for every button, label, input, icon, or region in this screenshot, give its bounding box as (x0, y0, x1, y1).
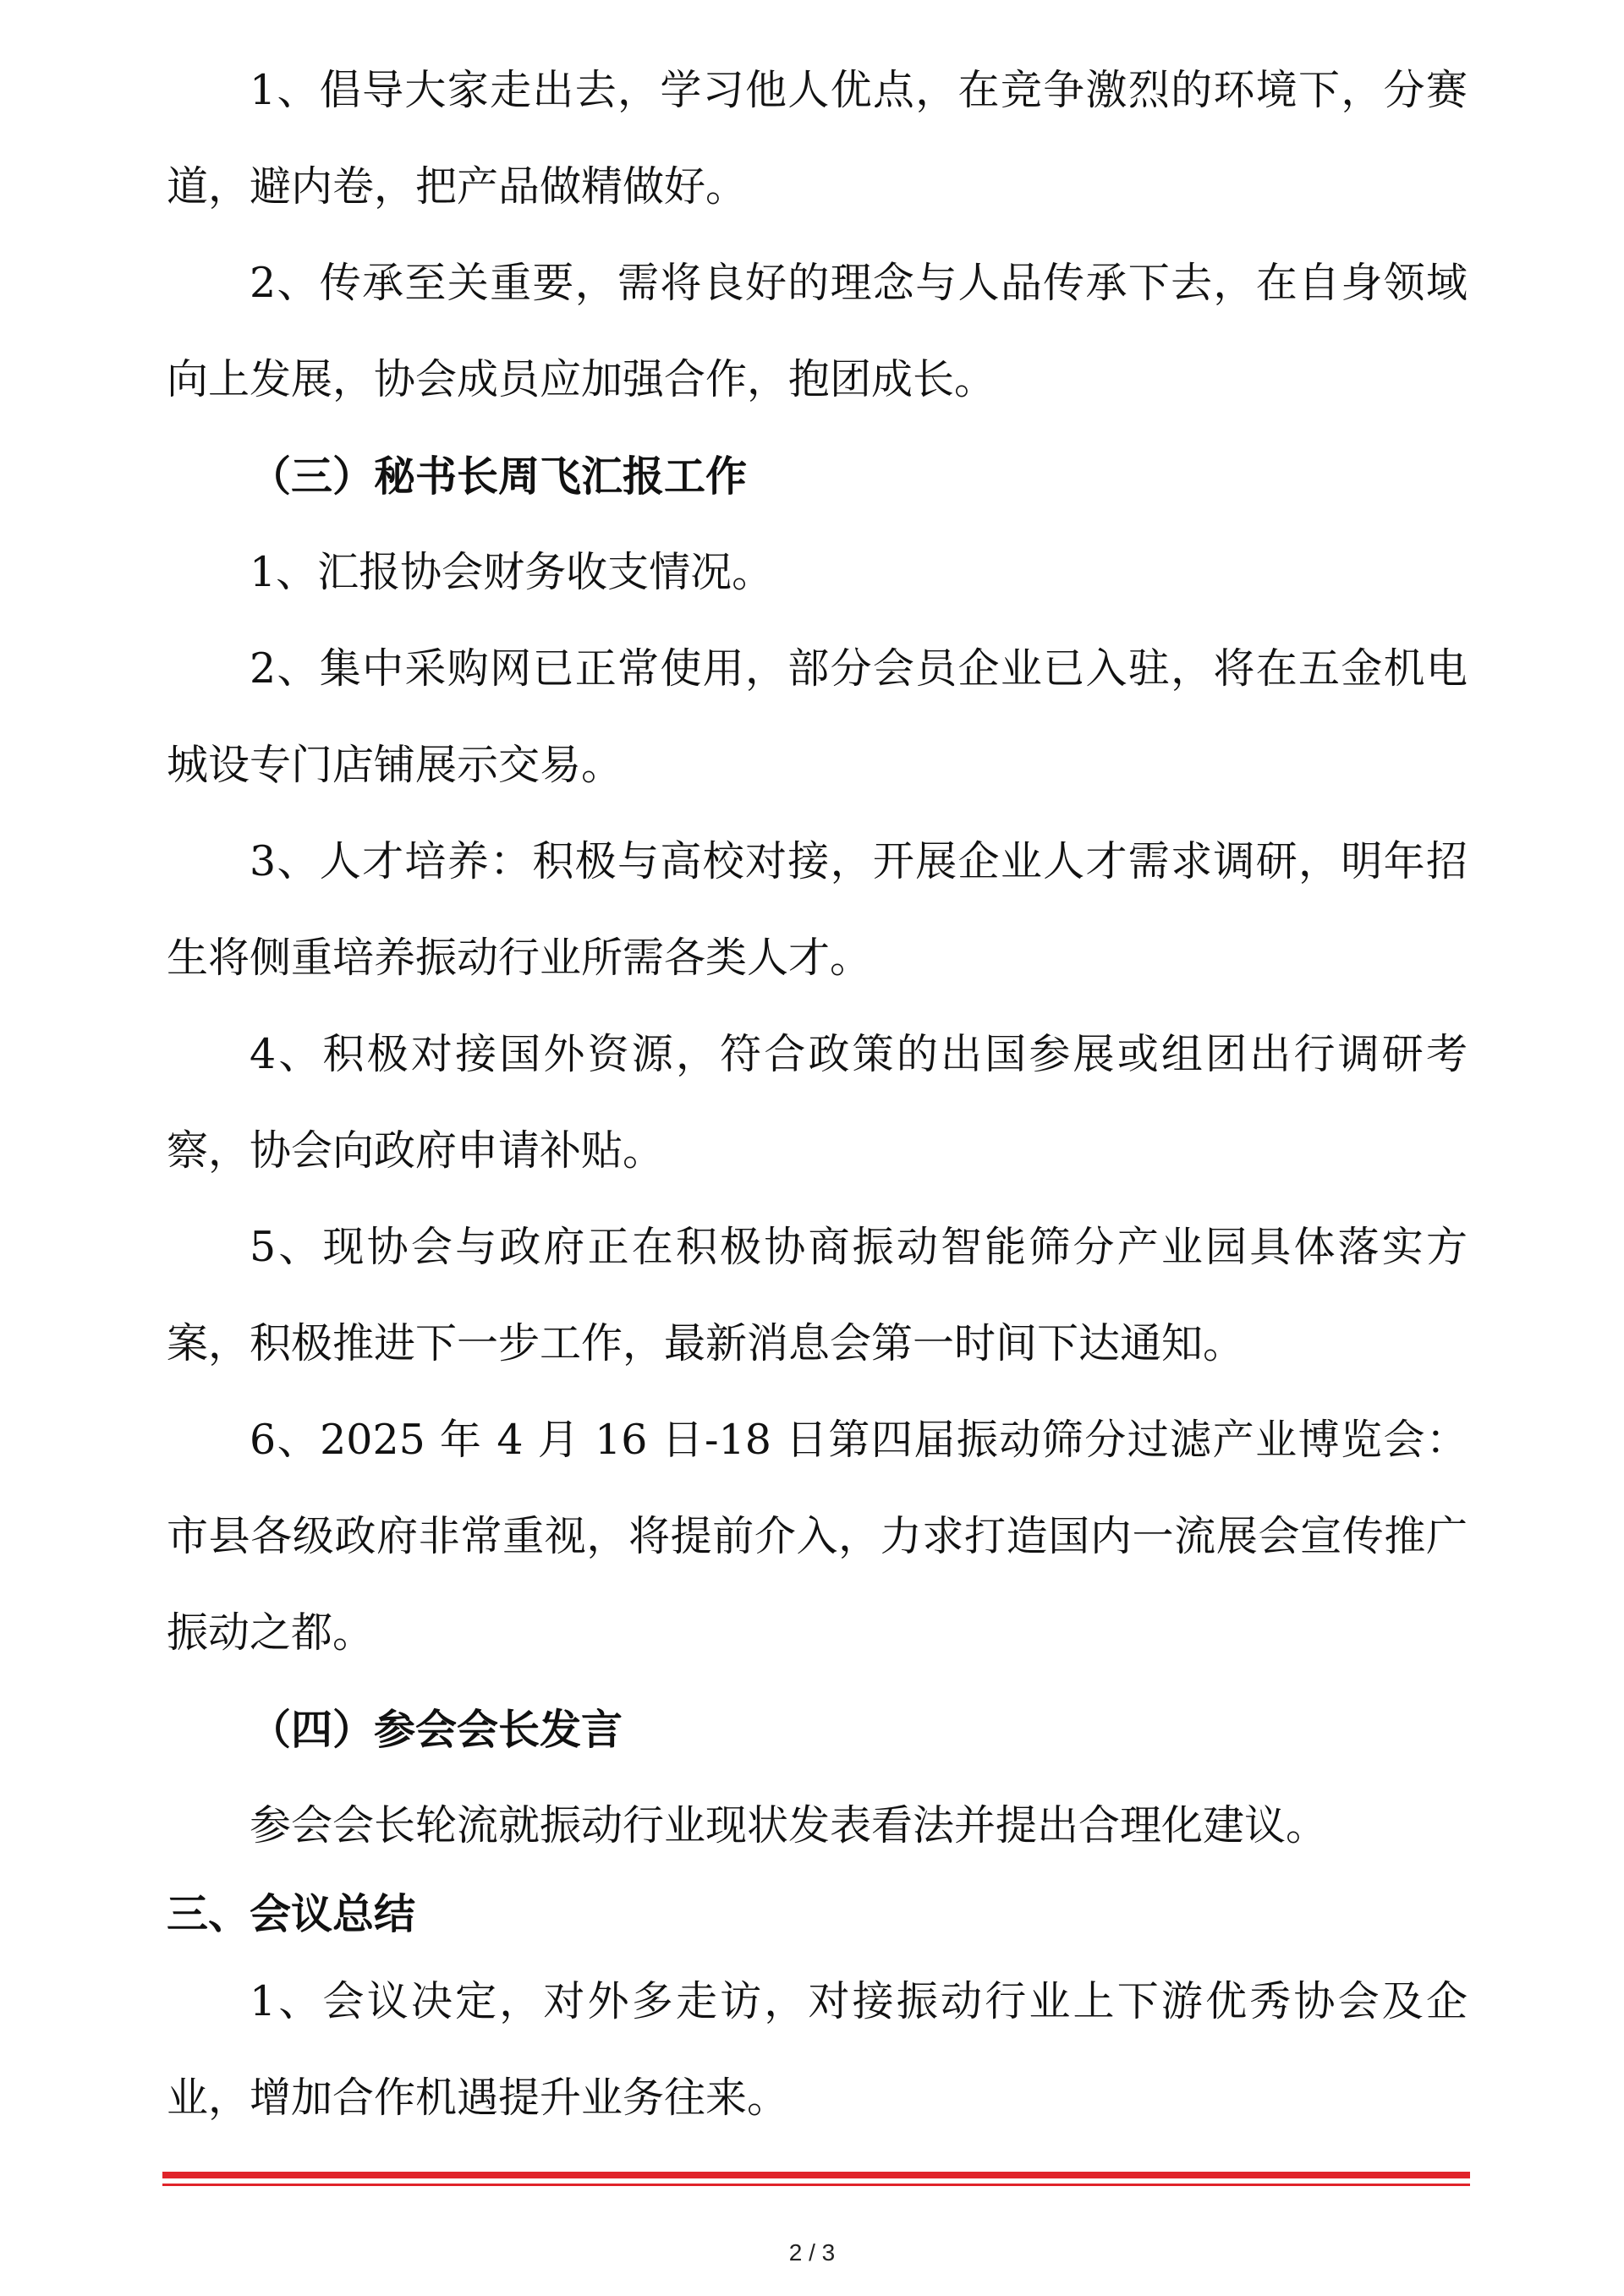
footer-rule-thick (162, 2172, 1470, 2178)
paragraph-expo: 6、2025 年 4 月 16 日-18 日第四届振动筛分过滤产业博览会：市县各级政府非常重视，将提前介入，力求打造国内一流展会宣传推广振动之都。 (167, 1416, 1468, 1657)
paragraph-finance-report: 1、汇报协会财务收支情况。 (250, 548, 774, 596)
footer-rule-thin (162, 2184, 1470, 2186)
section-heading-meeting-summary: 三、会议总结 (167, 1889, 416, 1938)
subsection-heading-president-speeches: （四）参会会长发言 (250, 1705, 623, 1754)
paragraph-foreign-resources: 4、积极对接国外资源，符合政策的出国参展或组团出行调研考察，协会向政府申请补贴。 (167, 1030, 1468, 1175)
paragraph-procurement-network: 2、集中采购网已正常使用，部分会员企业已入驻，将在五金机电城设专门店铺展示交易。 (167, 644, 1468, 789)
paragraph-meeting-decision: 1、会议决定，对外多走访，对接振动行业上下游优秀协会及企业，增加合作机遇提升业务往来。 (167, 1977, 1468, 2122)
paragraph-industrial-park: 5、现协会与政府正在积极协商振动智能筛分产业园具体落实方案，积极推进下一步工作，最新消息会第一时间下达通知。 (167, 1223, 1468, 1367)
paragraph-president-speeches: 参会会长轮流就振动行业现状发表看法并提出合理化建议。 (250, 1801, 1328, 1849)
page-number: 2 / 3 (788, 2239, 836, 2266)
subsection-heading-secretary-report: （三）秘书长周飞汇报工作 (250, 452, 748, 501)
paragraph-inheritance: 2、传承至关重要，需将良好的理念与人品传承下去，在自身领域向上发展，协会成员应加强合作，抱团成长。 (167, 259, 1468, 403)
paragraph-advocate-going-out: 1、倡导大家走出去，学习他人优点，在竞争激烈的环境下，分赛道，避内卷，把产品做精做好。 (167, 66, 1468, 211)
paragraph-talent-training: 3、人才培养：积极与高校对接，开展企业人才需求调研，明年招生将侧重培养振动行业所需各类人才。 (167, 837, 1468, 982)
